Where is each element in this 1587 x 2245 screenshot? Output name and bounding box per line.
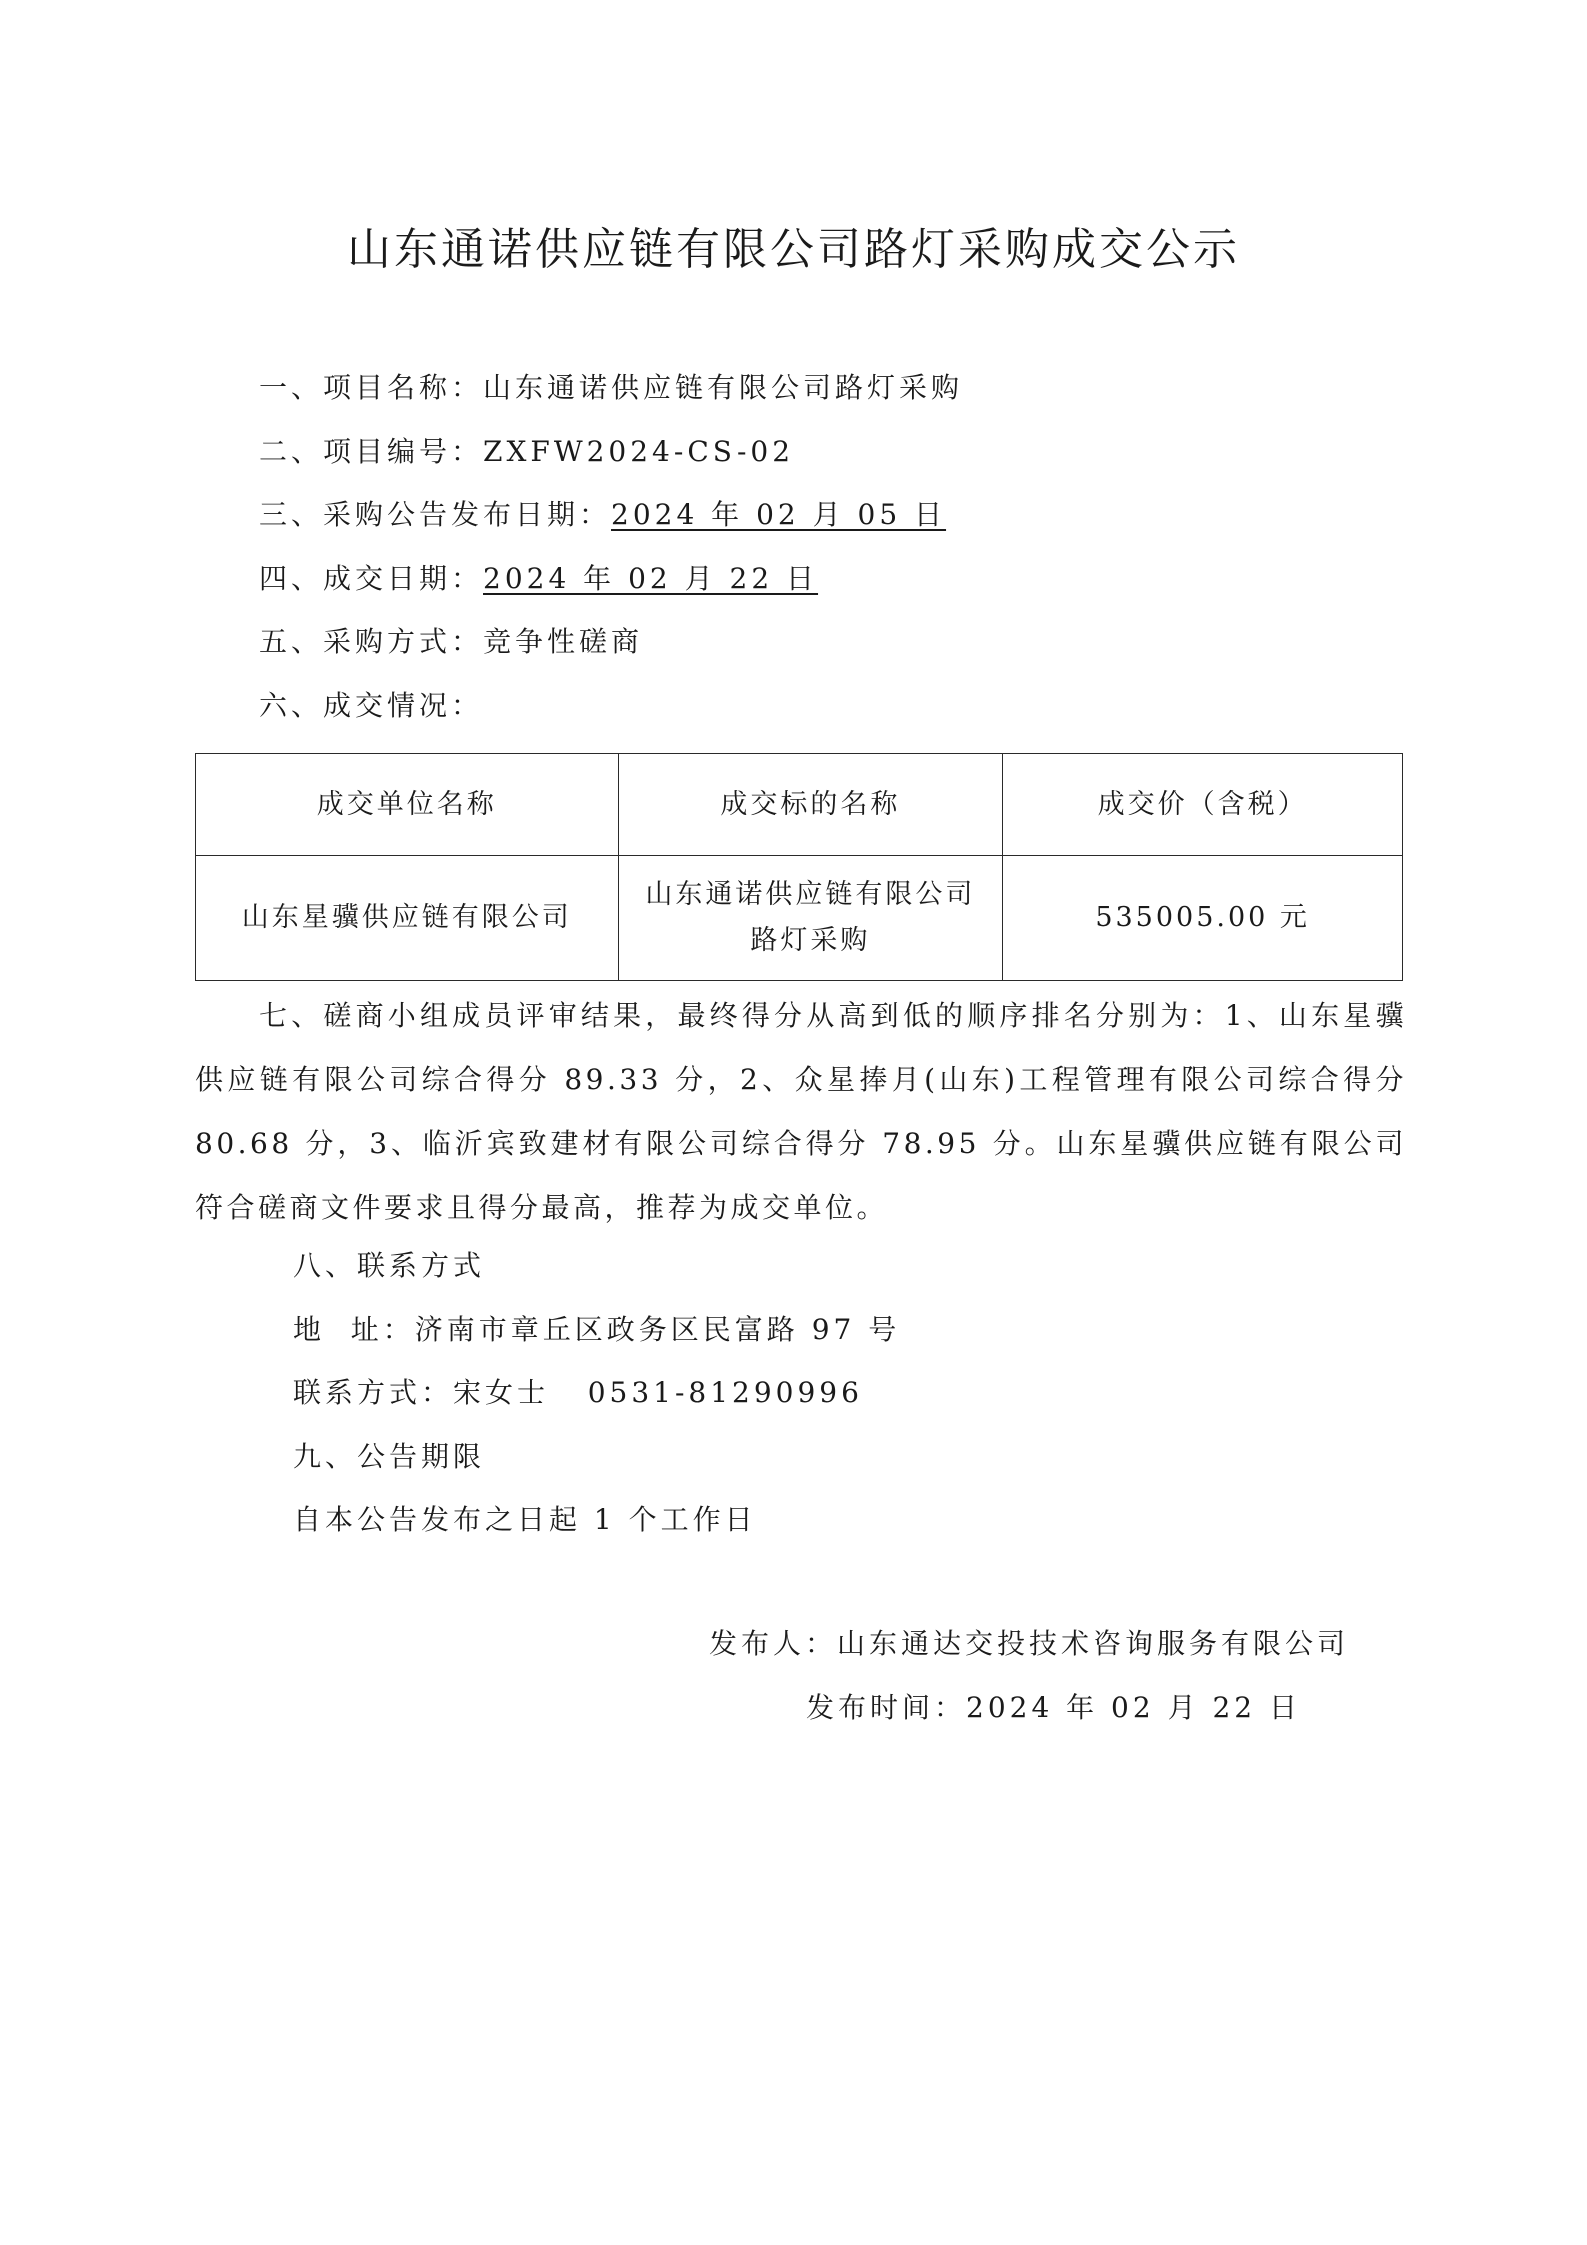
contact-heading: 八、联系方式 [293,1249,486,1282]
table-cell-company: 山东星骥供应链有限公司 [196,856,619,981]
publish-date: 发布时间：2024 年 02 月 22 日 [806,1691,1302,1724]
item-announce-date [259,495,946,535]
item-value: ZXFW2024-CS-02 [483,435,795,468]
item-project-name [259,368,963,408]
table-cell-subject: 山东通诺供应链有限公司路灯采购 [618,856,1003,981]
table-header-row [196,754,1403,856]
table-header: 成交单位名称 [196,754,619,856]
item-deal-date [259,559,818,599]
item-value: 山东通诺供应链有限公司路灯采购 [483,371,964,404]
item-deal-status [259,686,483,726]
item-label: 五、采购方式： [259,625,484,658]
item-label: 四、成交日期： [259,562,484,595]
table-row [196,856,1403,981]
contact-address: 地 址：济南市章丘区政务区民富路 97 号 [293,1313,901,1346]
period-text: 自本公告发布之日起 1 个工作日 [293,1503,757,1536]
table-header: 成交价（含税） [1003,754,1403,856]
item-value: 竞争性磋商 [483,625,644,658]
item-project-number [259,432,794,472]
item-label: 一、项目名称： [259,371,484,404]
item-label: 三、采购公告发布日期： [259,498,612,531]
period-heading: 九、公告期限 [293,1440,486,1473]
contact-phone: 联系方式：宋女士 0531-81290996 [293,1376,863,1409]
result-table [195,753,1403,981]
item-procurement-method [259,622,643,662]
publisher: 发布人：山东通达交投技术咨询服务有限公司 [709,1627,1350,1660]
table-header: 成交标的名称 [618,754,1003,856]
review-result-paragraph: 七、磋商小组成员评审结果，最终得分从高到低的顺序排名分别为：1、山东星骥供应链有限公司综合得分 89.33 分，2、众星捧月(山东)工程管理有限公司综合得分 80.68 分，3、临沂宾致建材有限公司综合得分 78.95 分。山东星骥供应链有限公司符合磋商文件要求且得分最高，推荐为成交单位。 [195,999,1407,1224]
page-title: 山东通诺供应链有限公司路灯采购成交公示 [347,224,1240,275]
item-label: 二、项目编号： [259,435,484,468]
item-value: 2024 年 02 月 22 日 [483,562,819,595]
table-cell-price: 535005.00 元 [1003,856,1403,981]
item-value: 2024 年 02 月 05 日 [611,498,947,531]
item-label: 六、成交情况： [259,689,484,722]
